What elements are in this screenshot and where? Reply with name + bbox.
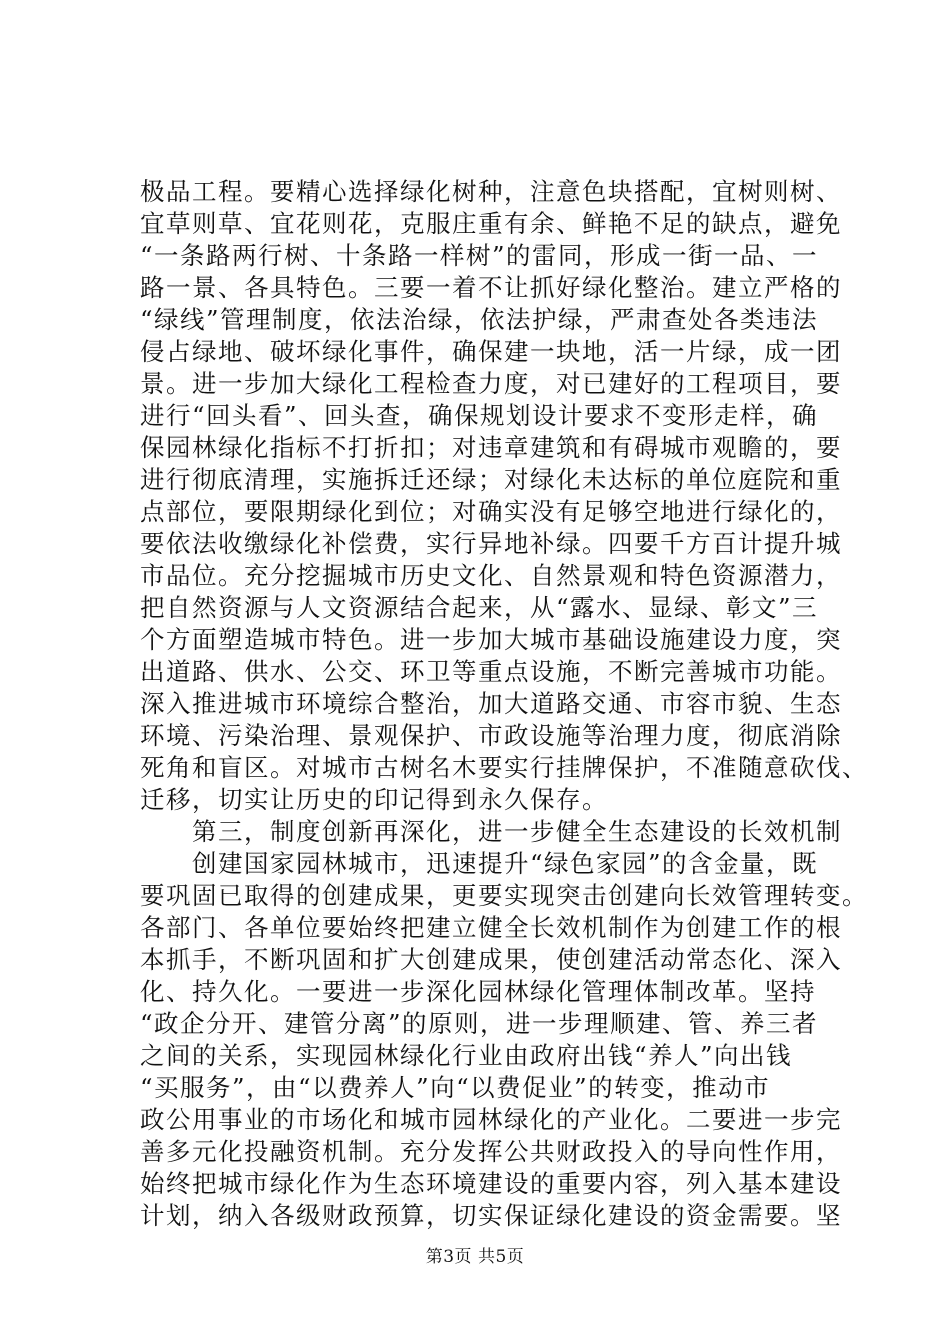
text-line: 善多元化投融资机制。充分发挥公共财政投入的导向性作用， [140, 1137, 842, 1166]
text-line: 创建国家园林城市，迅速提升“绿色家园”的含金量，既 [140, 849, 819, 878]
text-line: 景。进一步加大绿化工程检查力度，对已建好的工程项目，要 [140, 369, 842, 398]
page-number: 第3页 共5页 [425, 1247, 525, 1267]
page-footer [0, 1242, 950, 1267]
section-heading: 第三，制度创新再深化，进一步健全生态建设的长效机制 [140, 817, 842, 846]
text-line: 侵占绿地、破坏绿化事件，确保建一块地，活一片绿，成一团 [140, 337, 842, 366]
text-line: 极品工程。要精心选择绿化树种，注意色块搭配，宜树则树、 [140, 177, 842, 206]
text-line: 把自然资源与人文资源结合起来，从“露水、显绿、彰文”三 [140, 593, 819, 622]
text-line: “买服务”，由“以费养人”向“以费促业”的转变，推动市 [140, 1073, 771, 1102]
text-line: 要巩固已取得的创建成果，更要实现突击创建向长效管理转变。 [140, 881, 868, 910]
body-text [140, 176, 868, 1232]
text-line: 迁移，切实让历史的印记得到永久保存。 [140, 785, 608, 814]
text-line: 进行彻底清理，实施拆迁还绿；对绿化未达标的单位庭院和重 [140, 465, 842, 494]
text-line: 本抓手，不断巩固和扩大创建成果，使创建活动常态化、深入 [140, 945, 842, 974]
text-line: 宜草则草、宜花则花，克服庄重有余、鲜艳不足的缺点，避免 [140, 209, 842, 238]
text-line: 保园林绿化指标不打折扣；对违章建筑和有碍城市观瞻的，要 [140, 433, 842, 462]
text-line: 路一景、各具特色。三要一着不让抓好绿化整治。建立严格的 [140, 273, 842, 302]
text-line: 各部门、各单位要始终把建立健全长效机制作为创建工作的根 [140, 913, 842, 942]
text-line: 深入推进城市环境综合整治，加大道路交通、市容市貌、生态 [140, 689, 842, 718]
text-line: 要依法收缴绿化补偿费，实行异地补绿。四要千方百计提升城 [140, 529, 842, 558]
text-line: 市品位。充分挖掘城市历史文化、自然景观和特色资源潜力， [140, 561, 842, 590]
text-line: 政公用事业的市场化和城市园林绿化的产业化。二要进一步完 [140, 1105, 842, 1134]
text-line: 之间的关系，实现园林绿化行业由政府出钱“养人”向出钱 [140, 1041, 793, 1070]
text-line: 环境、污染治理、景观保护、市政设施等治理力度，彻底消除 [140, 721, 842, 750]
text-line: 始终把城市绿化作为生态环境建设的重要内容，列入基本建设 [140, 1169, 842, 1198]
text-line: “一条路两行树、十条路一样树”的雷同，形成一街一品、一 [140, 241, 819, 270]
text-line: 点部位，要限期绿化到位；对确实没有足够空地进行绿化的， [140, 497, 842, 526]
text-line: 化、持久化。一要进一步深化园林绿化管理体制改革。坚持 [140, 977, 816, 1006]
text-line: 死角和盲区。对城市古树名木要实行挂牌保护，不准随意砍伐、 [140, 753, 868, 782]
text-line: 个方面塑造城市特色。进一步加大城市基础设施建设力度，突 [140, 625, 842, 654]
text-line: 出道路、供水、公交、环卫等重点设施，不断完善城市功能。 [140, 657, 842, 686]
text-line: 进行“回头看”、回头查，确保规划设计要求不变形走样，确 [140, 401, 819, 430]
text-line: 计划，纳入各级财政预算，切实保证绿化建设的资金需要。坚 [140, 1201, 842, 1230]
text-line: “政企分开、建管分离”的原则，进一步理顺建、管、养三者 [140, 1009, 819, 1038]
text-line: “绿线”管理制度，依法治绿，依法护绿，严肃查处各类违法 [140, 305, 819, 334]
